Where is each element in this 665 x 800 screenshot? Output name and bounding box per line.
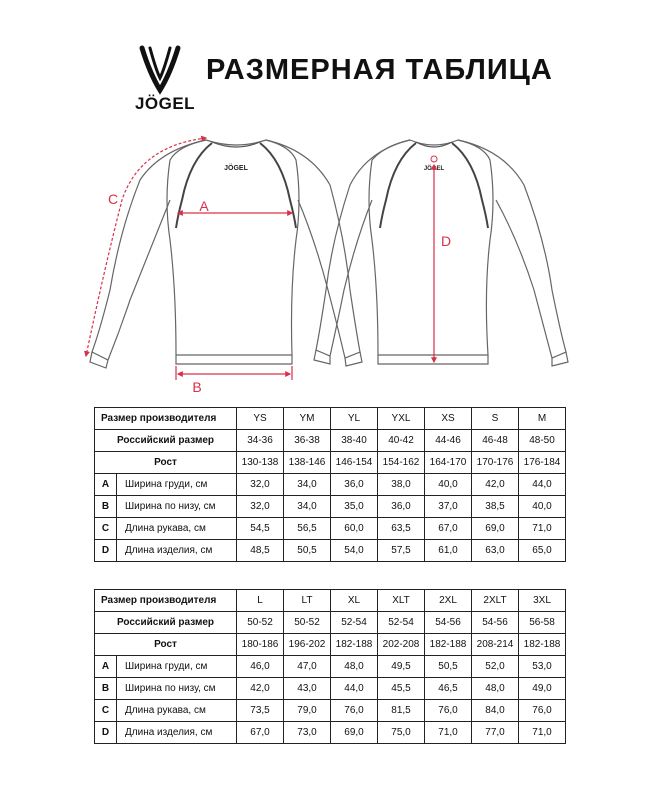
value-cell: 76,0 bbox=[519, 700, 566, 722]
ru-size-cell: 54-56 bbox=[472, 612, 519, 634]
measurement-lines bbox=[86, 138, 434, 380]
table-row bbox=[95, 678, 566, 700]
size-cell: XL bbox=[331, 590, 378, 612]
row-letter: A bbox=[95, 474, 117, 496]
value-cell: 75,0 bbox=[378, 722, 425, 744]
value-cell: 53,0 bbox=[519, 656, 566, 678]
row-label: Ширина по низу, см bbox=[117, 496, 237, 518]
table-row bbox=[95, 540, 566, 562]
height-cell: 182-188 bbox=[425, 634, 472, 656]
height-cell: 170-176 bbox=[472, 452, 519, 474]
label-d: D bbox=[440, 233, 452, 249]
value-cell: 54,0 bbox=[331, 540, 378, 562]
row-label: Длина рукава, см bbox=[117, 518, 237, 540]
row-letter: C bbox=[95, 700, 117, 722]
value-cell: 42,0 bbox=[472, 474, 519, 496]
height-cell: 208-214 bbox=[472, 634, 519, 656]
value-cell: 73,0 bbox=[284, 722, 331, 744]
ru-size-cell: 36-38 bbox=[284, 430, 331, 452]
size-cell: XS bbox=[425, 408, 472, 430]
size-cell: S bbox=[472, 408, 519, 430]
value-cell: 42,0 bbox=[237, 678, 284, 700]
table2-header-row bbox=[95, 590, 566, 612]
height-cell: 196-202 bbox=[284, 634, 331, 656]
back-logo-mark bbox=[431, 156, 437, 162]
size-cell: YM bbox=[284, 408, 331, 430]
row-label: Длина изделия, см bbox=[117, 722, 237, 744]
value-cell: 36,0 bbox=[331, 474, 378, 496]
row-label: Ширина груди, см bbox=[117, 474, 237, 496]
value-cell: 49,0 bbox=[519, 678, 566, 700]
value-cell: 44,0 bbox=[519, 474, 566, 496]
size-cell: XLT bbox=[378, 590, 425, 612]
size-cell: M bbox=[519, 408, 566, 430]
height-cell: 146-154 bbox=[331, 452, 378, 474]
size-cell: L bbox=[237, 590, 284, 612]
value-cell: 50,5 bbox=[425, 656, 472, 678]
height-cell: 138-146 bbox=[284, 452, 331, 474]
value-cell: 37,0 bbox=[425, 496, 472, 518]
logo-text: JÖGEL bbox=[134, 94, 196, 113]
ru-size-cell: 56-58 bbox=[519, 612, 566, 634]
value-cell: 77,0 bbox=[472, 722, 519, 744]
ru-size-cell: 50-52 bbox=[237, 612, 284, 634]
height-cell: 154-162 bbox=[378, 452, 425, 474]
table1-height-label: Рост bbox=[95, 452, 237, 474]
value-cell: 35,0 bbox=[331, 496, 378, 518]
value-cell: 36,0 bbox=[378, 496, 425, 518]
label-a: A bbox=[199, 198, 209, 214]
size-cell: 3XL bbox=[519, 590, 566, 612]
value-cell: 48,5 bbox=[237, 540, 284, 562]
value-cell: 47,0 bbox=[284, 656, 331, 678]
value-cell: 46,5 bbox=[425, 678, 472, 700]
row-label: Ширина по низу, см bbox=[117, 678, 237, 700]
label-b: B bbox=[192, 379, 202, 395]
value-cell: 67,0 bbox=[237, 722, 284, 744]
value-cell: 43,0 bbox=[284, 678, 331, 700]
table2-ru-label: Российский размер bbox=[95, 612, 237, 634]
row-letter: D bbox=[95, 540, 117, 562]
table1-header-row bbox=[95, 408, 566, 430]
value-cell: 71,0 bbox=[519, 722, 566, 744]
table1-header-label: Размер производителя bbox=[95, 408, 237, 430]
value-cell: 63,5 bbox=[378, 518, 425, 540]
back-shirt bbox=[314, 140, 568, 366]
height-cell: 164-170 bbox=[425, 452, 472, 474]
row-letter: C bbox=[95, 518, 117, 540]
value-cell: 46,0 bbox=[237, 656, 284, 678]
size-cell: YS bbox=[237, 408, 284, 430]
size-cell: YL bbox=[331, 408, 378, 430]
height-cell: 182-188 bbox=[519, 634, 566, 656]
size-cell: LT bbox=[284, 590, 331, 612]
size-cell: YXL bbox=[378, 408, 425, 430]
ru-size-cell: 40-42 bbox=[378, 430, 425, 452]
height-cell: 202-208 bbox=[378, 634, 425, 656]
ru-size-cell: 34-36 bbox=[237, 430, 284, 452]
value-cell: 63,0 bbox=[472, 540, 519, 562]
front-brand-label: JÖGEL bbox=[224, 165, 248, 172]
ru-size-cell: 48-50 bbox=[519, 430, 566, 452]
table-row bbox=[95, 474, 566, 496]
value-cell: 48,0 bbox=[472, 678, 519, 700]
value-cell: 40,0 bbox=[519, 496, 566, 518]
value-cell: 54,5 bbox=[237, 518, 284, 540]
table1-ru-label: Российский размер bbox=[95, 430, 237, 452]
table-row bbox=[95, 518, 566, 540]
page-title: РАЗМЕРНАЯ ТАБЛИЦА bbox=[206, 54, 553, 86]
height-cell: 180-186 bbox=[237, 634, 284, 656]
row-letter: D bbox=[95, 722, 117, 744]
ru-size-cell: 50-52 bbox=[284, 612, 331, 634]
size-table-1 bbox=[94, 407, 566, 562]
height-cell: 130-138 bbox=[237, 452, 284, 474]
table-row bbox=[95, 722, 566, 744]
height-cell: 182-188 bbox=[331, 634, 378, 656]
value-cell: 45,5 bbox=[378, 678, 425, 700]
value-cell: 71,0 bbox=[519, 518, 566, 540]
table2-height-row bbox=[95, 634, 566, 656]
value-cell: 38,0 bbox=[378, 474, 425, 496]
row-letter: B bbox=[95, 496, 117, 518]
front-shirt bbox=[90, 140, 362, 368]
value-cell: 60,0 bbox=[331, 518, 378, 540]
row-label: Ширина груди, см bbox=[117, 656, 237, 678]
value-cell: 38,5 bbox=[472, 496, 519, 518]
value-cell: 76,0 bbox=[425, 700, 472, 722]
ru-size-cell: 52-54 bbox=[331, 612, 378, 634]
row-label: Длина рукава, см bbox=[117, 700, 237, 722]
value-cell: 48,0 bbox=[331, 656, 378, 678]
ru-size-cell: 38-40 bbox=[331, 430, 378, 452]
ru-size-cell: 44-46 bbox=[425, 430, 472, 452]
value-cell: 81,5 bbox=[378, 700, 425, 722]
ru-size-cell: 46-48 bbox=[472, 430, 519, 452]
value-cell: 56,5 bbox=[284, 518, 331, 540]
row-letter: B bbox=[95, 678, 117, 700]
value-cell: 40,0 bbox=[425, 474, 472, 496]
table-row bbox=[95, 700, 566, 722]
value-cell: 76,0 bbox=[331, 700, 378, 722]
value-cell: 32,0 bbox=[237, 474, 284, 496]
table1-ru-row bbox=[95, 430, 566, 452]
value-cell: 65,0 bbox=[519, 540, 566, 562]
value-cell: 50,5 bbox=[284, 540, 331, 562]
ru-size-cell: 52-54 bbox=[378, 612, 425, 634]
value-cell: 79,0 bbox=[284, 700, 331, 722]
value-cell: 44,0 bbox=[331, 678, 378, 700]
size-cell: 2XL bbox=[425, 590, 472, 612]
value-cell: 69,0 bbox=[472, 518, 519, 540]
table2-ru-row bbox=[95, 612, 566, 634]
table-row bbox=[95, 656, 566, 678]
value-cell: 32,0 bbox=[237, 496, 284, 518]
table1-height-row bbox=[95, 452, 566, 474]
back-brand-label: JÖGEL bbox=[423, 166, 445, 172]
value-cell: 34,0 bbox=[284, 474, 331, 496]
label-c: C bbox=[107, 191, 119, 207]
size-table-2 bbox=[94, 589, 566, 744]
value-cell: 52,0 bbox=[472, 656, 519, 678]
value-cell: 49,5 bbox=[378, 656, 425, 678]
value-cell: 67,0 bbox=[425, 518, 472, 540]
row-letter: A bbox=[95, 656, 117, 678]
value-cell: 34,0 bbox=[284, 496, 331, 518]
ru-size-cell: 54-56 bbox=[425, 612, 472, 634]
value-cell: 71,0 bbox=[425, 722, 472, 744]
value-cell: 84,0 bbox=[472, 700, 519, 722]
table2-height-label: Рост bbox=[95, 634, 237, 656]
row-label: Длина изделия, см bbox=[117, 540, 237, 562]
table-row bbox=[95, 496, 566, 518]
value-cell: 61,0 bbox=[425, 540, 472, 562]
value-cell: 73,5 bbox=[237, 700, 284, 722]
size-cell: 2XLT bbox=[472, 590, 519, 612]
height-cell: 176-184 bbox=[519, 452, 566, 474]
value-cell: 69,0 bbox=[331, 722, 378, 744]
value-cell: 57,5 bbox=[378, 540, 425, 562]
table2-header-label: Размер производителя bbox=[95, 590, 237, 612]
